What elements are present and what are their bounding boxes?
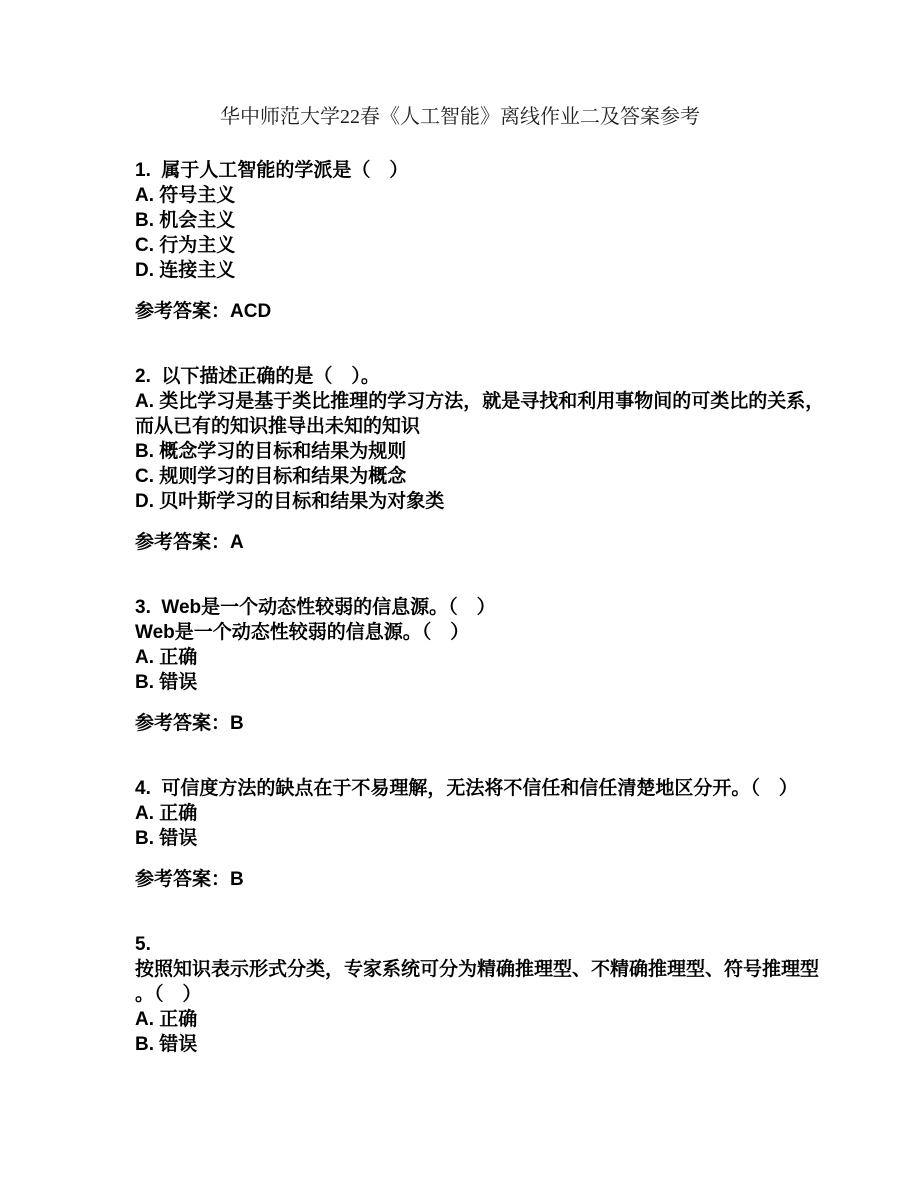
question-1-stem: 1. 属于人工智能的学派是（ ） bbox=[135, 160, 409, 181]
question-3 bbox=[135, 595, 835, 736]
question-2-answer: 参考答案：A bbox=[135, 532, 244, 553]
question-5 bbox=[135, 932, 835, 1057]
question-3-option-a: A. 正确 bbox=[135, 647, 198, 668]
question-2-option-d: D. 贝叶斯学习的目标和结果为对象类 bbox=[135, 491, 445, 512]
question-1-option-c: C. 行为主义 bbox=[135, 235, 236, 256]
question-2-option-c: C. 规则学习的目标和结果为概念 bbox=[135, 466, 407, 487]
question-1-option-b: B. 机会主义 bbox=[135, 210, 236, 231]
question-5-option-a: A. 正确 bbox=[135, 1009, 198, 1030]
question-2 bbox=[135, 364, 835, 555]
document-content bbox=[135, 158, 835, 1057]
question-2-option-a: A. 类比学习是基于类比推理的学习方法，就是寻找和利用事物间的可类比的关系， bbox=[135, 391, 825, 412]
question-4-option-b: B. 错误 bbox=[135, 828, 198, 849]
question-4-answer: 参考答案：B bbox=[135, 869, 244, 890]
question-4-option-a: A. 正确 bbox=[135, 803, 198, 824]
question-2-option-b: B. 概念学习的目标和结果为规则 bbox=[135, 441, 407, 462]
question-3-stem-repeat: Web是一个动态性较弱的信息源。（ ） bbox=[135, 622, 470, 643]
document-title: 华中师范大学22春《人工智能》离线作业二及答案参考 bbox=[220, 106, 700, 128]
question-5-option-b: B. 错误 bbox=[135, 1034, 198, 1055]
question-5-stem: 按照知识表示形式分类，专家系统可分为精确推理型、不精确推理型、符号推理型 bbox=[135, 959, 820, 980]
question-2-option-a-cont: 而从已有的知识推导出未知的知识 bbox=[135, 416, 421, 437]
question-5-stem-cont: 。（ ） bbox=[135, 984, 202, 1005]
question-2-stem: 2. 以下描述正确的是（ ）。 bbox=[135, 366, 380, 387]
question-4 bbox=[135, 776, 835, 892]
question-3-answer: 参考答案：B bbox=[135, 713, 244, 734]
question-3-option-b: B. 错误 bbox=[135, 672, 198, 693]
question-3-stem: 3. Web是一个动态性较弱的信息源。（ ） bbox=[135, 597, 496, 618]
question-1-option-a: A. 符号主义 bbox=[135, 185, 236, 206]
question-1-option-d: D. 连接主义 bbox=[135, 260, 236, 281]
question-4-stem: 4. 可信度方法的缺点在于不易理解，无法将不信任和信任清楚地区分开。（ ） bbox=[135, 778, 798, 799]
question-1-answer: 参考答案：ACD bbox=[135, 301, 272, 322]
question-1 bbox=[135, 158, 835, 324]
question-5-number: 5. bbox=[135, 934, 151, 955]
